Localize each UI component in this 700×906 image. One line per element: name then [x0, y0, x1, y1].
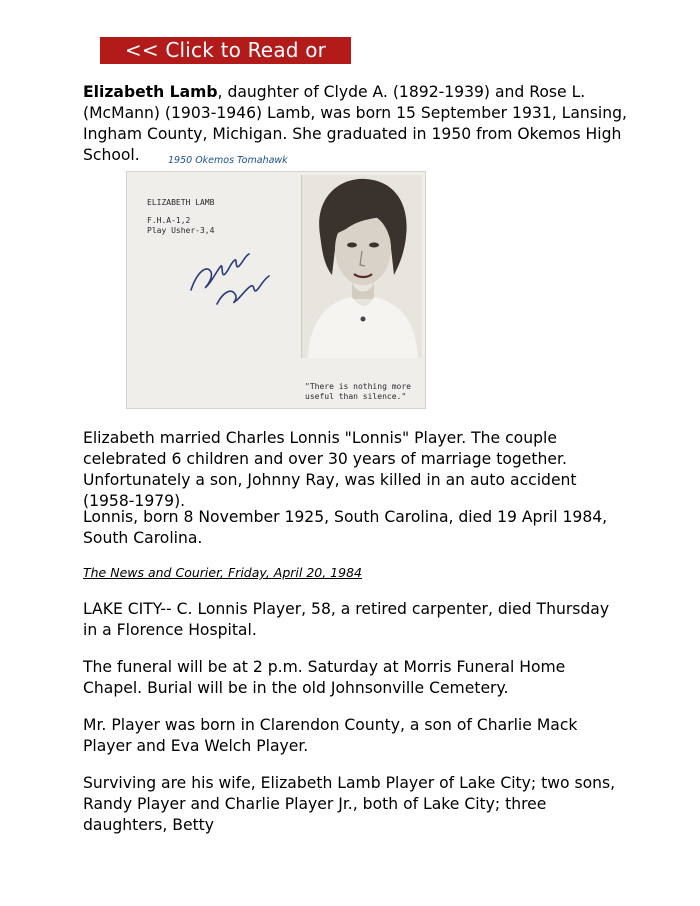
quote-line-2: useful than silence."	[305, 392, 407, 401]
obituary-paragraph-3: Mr. Player was born in Clarendon County, a son of Charlie Mack Player and Eva Welch Player.	[83, 716, 578, 755]
yearbook-activity-2: Play Usher-3,4	[147, 226, 215, 235]
subject-name: Elizabeth Lamb	[83, 83, 218, 101]
portrait-photo	[301, 175, 422, 358]
intro-text: , daughter of Clyde A. (1892-1939) and Rose L. (McMann) (1903-1946) Lamb, was born 15 September 1931, Lansing, Ingham County, Michigan. She graduated in 1950 from Okemos High School.	[83, 83, 627, 164]
portrait-image	[302, 175, 422, 358]
quote-line-1: "There is nothing more	[305, 382, 411, 391]
lonnis-paragraph: Lonnis, born 8 November 1925, South Carolina, died 19 April 1984, South Carolina.	[83, 508, 608, 547]
obituary-paragraph-1: LAKE CITY-- C. Lonnis Player, 58, a retired carpenter, died Thursday in a Florence Hospital.	[83, 600, 610, 639]
yearbook-clipping	[126, 171, 426, 409]
yearbook-name-line: ELIZABETH LAMB	[147, 198, 215, 207]
handwritten-signature	[187, 242, 277, 312]
intro-paragraph	[83, 82, 628, 166]
read-print-button[interactable]: << Click to Read or Print >>	[100, 37, 351, 64]
obituary-paragraph-2: The funeral will be at 2 p.m. Saturday at Morris Funeral Home Chapel. Burial will be in the old Johnsonville Cemetery.	[83, 658, 566, 697]
obituary-paragraph-4: Surviving are his wife, Elizabeth Lamb Player of Lake City; two sons, Randy Player and Charlie Player Jr., both of Lake City; three daughters, Betty	[83, 774, 616, 834]
yearbook-caption: 1950 Okemos Tomahawk	[168, 155, 288, 166]
yearbook-activity-1: F.H.A-1,2	[147, 216, 191, 225]
newspaper-source: The News and Courier, Friday, April 20, 1984	[83, 565, 362, 580]
marriage-paragraph: Elizabeth married Charles Lonnis "Lonnis" Player. The couple celebrated 6 children and over 30 years of marriage together. Unfortunately a son, Johnny Ray, was killed in an auto accident (1958-1979).	[83, 429, 577, 510]
yearbook-quote	[305, 382, 411, 402]
